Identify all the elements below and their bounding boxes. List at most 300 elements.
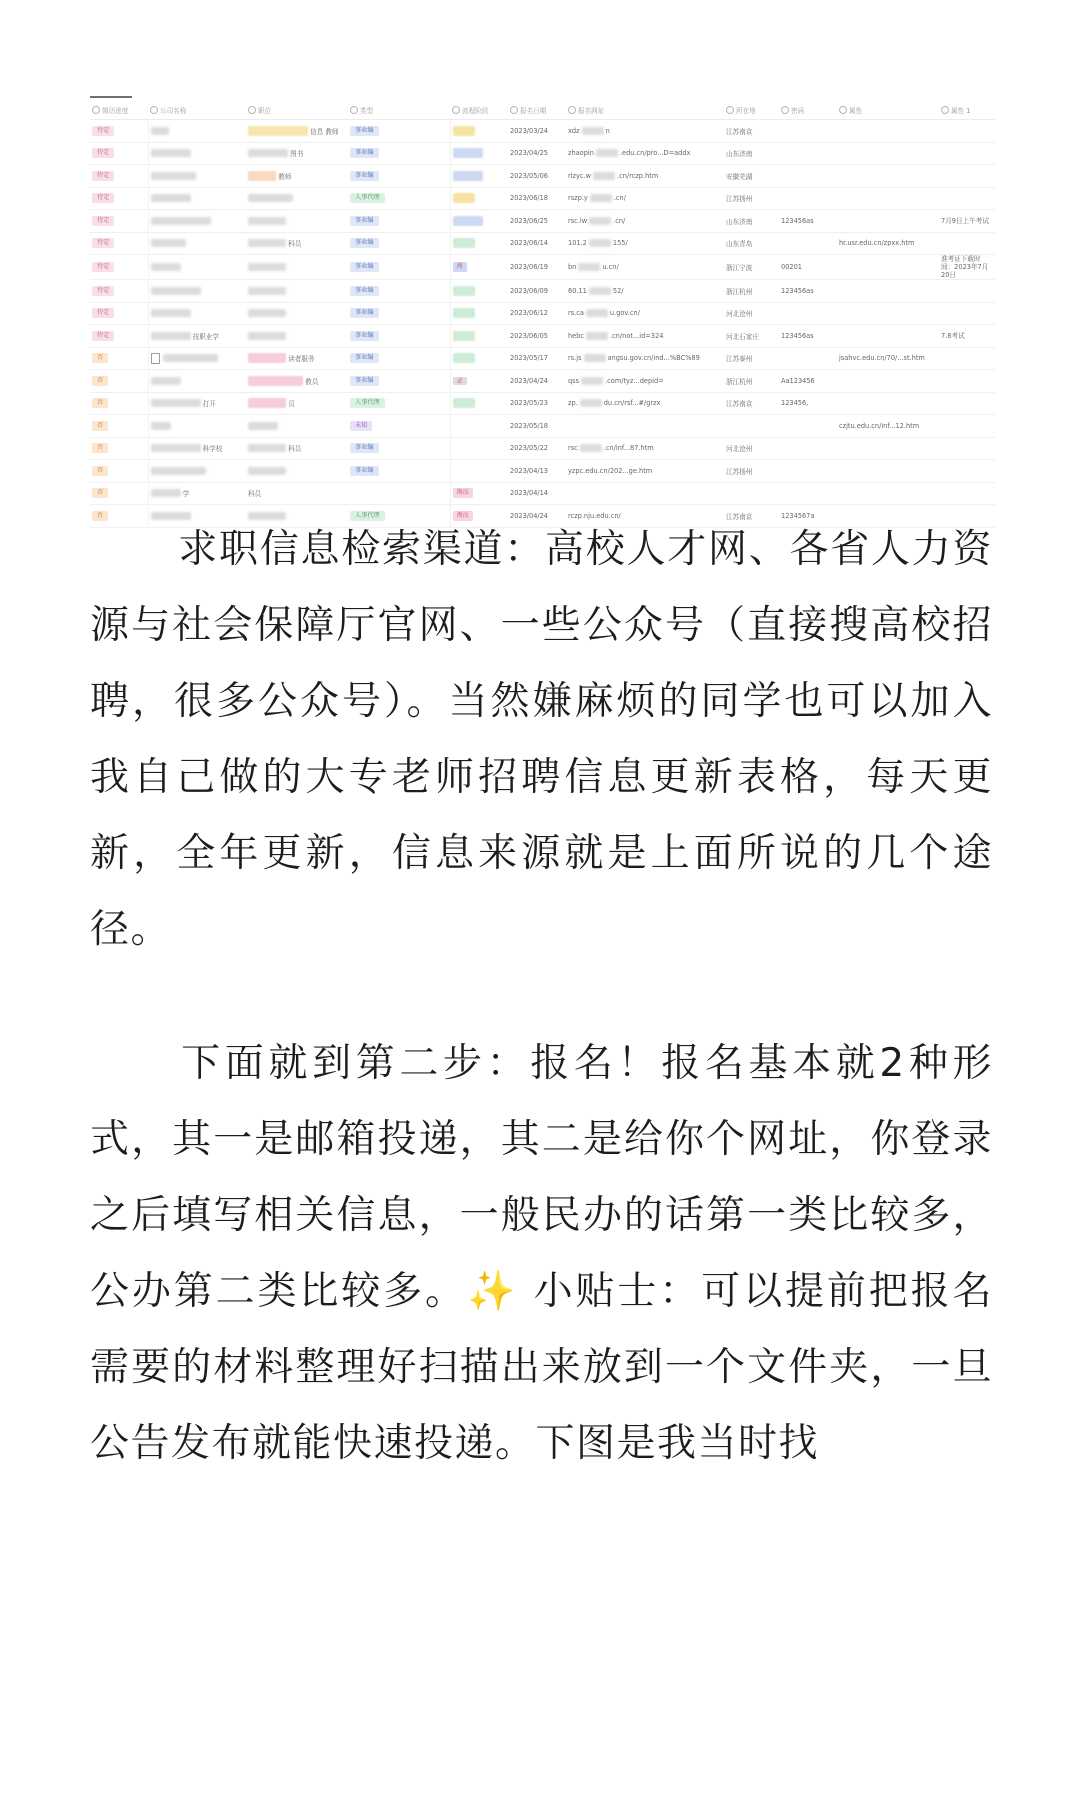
- status-tag: 否: [92, 421, 108, 431]
- cell-status: [90, 370, 148, 393]
- blurred-position: [248, 149, 288, 157]
- cell-date: 2023/05/22: [508, 437, 566, 460]
- cell-company: [148, 302, 246, 325]
- blurred-stage: [453, 238, 475, 248]
- blurred-position: [248, 171, 276, 181]
- job-tracker-table-screenshot: [90, 100, 995, 530]
- column-header[interactable]: [939, 100, 995, 120]
- cell-password: [779, 165, 837, 188]
- url-part: hebc: [568, 331, 585, 340]
- cell-position: [246, 165, 348, 188]
- cell-attr-1: [939, 437, 995, 460]
- table-row[interactable]: [90, 302, 995, 325]
- table-row[interactable]: [90, 482, 995, 505]
- cell-attr-1: 准考证下载时间：2023年7月20日: [939, 255, 995, 280]
- cell-position: [246, 187, 348, 210]
- cell-company: [148, 392, 246, 415]
- column-header[interactable]: [508, 100, 566, 120]
- blurred-company: [151, 444, 201, 452]
- cell-type: [348, 370, 450, 393]
- blurred-company: [151, 217, 211, 225]
- cell-date: 2023/05/17: [508, 347, 566, 370]
- cell-type: [348, 142, 450, 165]
- cell-attr-1: 7.8考试: [939, 325, 995, 348]
- cell-date: 2023/06/19: [508, 255, 566, 280]
- blurred-company: [151, 263, 181, 271]
- blurred-url-part: [582, 127, 604, 135]
- cell-attr-1: [939, 302, 995, 325]
- column-header[interactable]: [566, 100, 724, 120]
- status-tag: 待定: [92, 308, 114, 318]
- cell-location: 河北沧州: [724, 437, 779, 460]
- url-part: n: [605, 126, 610, 135]
- url-part: 155/: [612, 239, 628, 248]
- cell-status: [90, 120, 148, 143]
- cell-status: [90, 187, 148, 210]
- type-tag: 事业编: [350, 148, 379, 158]
- type-tag: 事业编: [350, 466, 379, 476]
- cell-password: [779, 120, 837, 143]
- status-tag: 待定: [92, 216, 114, 226]
- status-tag: 否: [92, 488, 108, 498]
- status-tag: 待定: [92, 286, 114, 296]
- blurred-stage: [453, 398, 475, 408]
- cell-date: 2023/06/05: [508, 325, 566, 348]
- cell-location: 江苏扬州: [724, 187, 779, 210]
- column-type-icon: [726, 106, 734, 114]
- blurred-url-part: [581, 377, 603, 385]
- blurred-url-part: [580, 399, 602, 407]
- job-tracker-table: [90, 100, 995, 528]
- type-tag: 事业编: [350, 262, 379, 272]
- column-header-label: 简历进度: [102, 106, 129, 115]
- cell-url: [566, 370, 724, 393]
- cell-status: [90, 142, 148, 165]
- blurred-url-part: [586, 332, 608, 340]
- cell-attr-1: [939, 142, 995, 165]
- url-part: .cn/: [613, 194, 626, 203]
- cell-password: [779, 142, 837, 165]
- url-part: .com/tyz...depid=: [605, 376, 664, 385]
- paragraph-search-channels: [90, 512, 993, 968]
- blurred-stage: [453, 216, 483, 226]
- cell-stage: [450, 187, 508, 210]
- cell-password: 123456as: [779, 325, 837, 348]
- url-part: zp.: [568, 399, 578, 408]
- blurred-position: [248, 263, 286, 271]
- table-row[interactable]: [90, 415, 995, 438]
- blurred-stage: 淘汰: [453, 511, 473, 521]
- cell-company: [148, 232, 246, 255]
- url-part: rs.js: [568, 354, 582, 363]
- cell-date: 2023/04/14: [508, 482, 566, 505]
- cell-stage: [450, 280, 508, 303]
- cell-company: [148, 187, 246, 210]
- cell-attr-1: [939, 392, 995, 415]
- cell-url: [566, 325, 724, 348]
- cell-type: [348, 347, 450, 370]
- blurred-company: [151, 332, 191, 340]
- cell-stage: [450, 142, 508, 165]
- column-header[interactable]: [246, 100, 348, 120]
- cell-date: 2023/05/06: [508, 165, 566, 188]
- blurred-company: [151, 309, 191, 317]
- cell-company: [148, 165, 246, 188]
- cell-location: 山东济南: [724, 210, 779, 233]
- type-tag: 事业编: [350, 216, 379, 226]
- cell-company: [148, 120, 246, 143]
- type-tag: 事业编: [350, 286, 379, 296]
- cell-location: 河北石家庄: [724, 325, 779, 348]
- cell-type: [348, 482, 450, 505]
- column-header-label: 公司名称: [160, 106, 187, 115]
- cell-attr-1: 7月9日上午考试: [939, 210, 995, 233]
- cell-company: [148, 437, 246, 460]
- blurred-url-part: [589, 287, 611, 295]
- cell-stage: [450, 120, 508, 143]
- position-snippet: 读者服务: [286, 355, 315, 364]
- url-part: .cn/not...id=324: [610, 331, 664, 340]
- cell-url: [566, 482, 724, 505]
- cell-position: [246, 255, 348, 280]
- table-row[interactable]: [90, 280, 995, 303]
- url-part: bn: [568, 263, 577, 271]
- column-header[interactable]: [450, 100, 508, 120]
- cell-stage: [450, 325, 508, 348]
- url-part: .cn/inf...87.htm: [603, 444, 654, 453]
- cell-stage: [450, 232, 508, 255]
- column-type-icon: [941, 106, 949, 114]
- paragraph-registration: [90, 1026, 993, 1482]
- cell-attr: [837, 392, 939, 415]
- blurred-position: [248, 332, 286, 340]
- cell-attr-1: [939, 187, 995, 210]
- type-tag: 人事代理: [350, 511, 385, 521]
- cell-type: [348, 165, 450, 188]
- blurred-url-part: [586, 309, 608, 317]
- table-row[interactable]: [90, 165, 995, 188]
- column-type-icon: [452, 106, 460, 114]
- cell-location: 浙江杭州: [724, 370, 779, 393]
- blurred-company: [151, 172, 196, 180]
- cell-attr-1: [939, 347, 995, 370]
- table-row[interactable]: [90, 210, 995, 233]
- status-tag: 待定: [92, 148, 114, 158]
- url-part: rs.ca: [568, 309, 584, 318]
- cell-stage: [450, 210, 508, 233]
- cell-company: [148, 325, 246, 348]
- cell-location: 安徽芜湖: [724, 165, 779, 188]
- cell-status: [90, 280, 148, 303]
- blurred-stage: [453, 331, 475, 341]
- position-snippet: 科员: [286, 445, 302, 454]
- cell-attr-1: [939, 165, 995, 188]
- blurred-company: [151, 194, 191, 202]
- cell-url: [566, 280, 724, 303]
- column-header[interactable]: [90, 100, 148, 120]
- cell-position: [246, 210, 348, 233]
- cell-url: [566, 347, 724, 370]
- blurred-company: [151, 422, 171, 430]
- cell-url: [566, 302, 724, 325]
- cell-password: Aa123456: [779, 370, 837, 393]
- cell-attr: [837, 370, 939, 393]
- type-tag: 事业编: [350, 353, 379, 363]
- cell-attr: [837, 210, 939, 233]
- blurred-company: [151, 467, 206, 475]
- blurred-position: [248, 353, 286, 363]
- blurred-company: [163, 354, 218, 362]
- blurred-position: [248, 287, 286, 295]
- cell-location: 江苏南京: [724, 120, 779, 143]
- cell-position: [246, 415, 348, 438]
- cell-attr-1: [939, 460, 995, 483]
- cell-position: [246, 392, 348, 415]
- url-part: du.cn/rsf...#/grzx: [603, 399, 661, 408]
- column-header-label: 流程阶段: [462, 106, 489, 115]
- blurred-stage: 录: [453, 377, 467, 385]
- table-row[interactable]: [90, 370, 995, 393]
- status-tag: 否: [92, 376, 108, 386]
- url-part: .cn/rczp.htm: [617, 171, 659, 180]
- type-tag: 事业编: [350, 443, 379, 453]
- url-part: .edu.cn/pro...D=addx: [619, 149, 691, 158]
- column-type-icon: [568, 106, 576, 114]
- table-row[interactable]: [90, 392, 995, 415]
- cell-attr: [837, 460, 939, 483]
- cell-location: 浙江宁波: [724, 255, 779, 280]
- blurred-stage: [453, 171, 483, 181]
- cell-position: [246, 437, 348, 460]
- cell-date: 2023/05/18: [508, 415, 566, 438]
- cell-attr-1: [939, 232, 995, 255]
- url-part: rsc: [568, 444, 578, 453]
- cell-location: 浙江杭州: [724, 280, 779, 303]
- cell-status: [90, 165, 148, 188]
- cell-status: [90, 415, 148, 438]
- column-header-label: 属性: [849, 106, 863, 115]
- status-tag: 待定: [92, 171, 114, 181]
- company-snippet: 打开: [200, 400, 216, 409]
- type-tag: 事业编: [350, 238, 379, 248]
- type-tag: 事业编: [350, 331, 379, 341]
- cell-date: 2023/03/24: [508, 120, 566, 143]
- cell-company: [148, 415, 246, 438]
- cell-company: [148, 210, 246, 233]
- cell-location: 江苏泰州: [724, 347, 779, 370]
- top-divider: [90, 96, 132, 98]
- cell-company: [148, 460, 246, 483]
- cell-attr-1: [939, 482, 995, 505]
- cell-date: 2023/06/12: [508, 302, 566, 325]
- cell-location: [724, 415, 779, 438]
- blurred-url-part: [596, 149, 618, 157]
- cell-date: 2023/06/18: [508, 187, 566, 210]
- cell-password: 123456,: [779, 392, 837, 415]
- cell-stage: [450, 437, 508, 460]
- cell-type: [348, 187, 450, 210]
- status-tag: 待定: [92, 238, 114, 248]
- cell-position: [246, 460, 348, 483]
- cell-location: 山东济南: [724, 142, 779, 165]
- blurred-url-part: [593, 172, 615, 180]
- type-tag: 事业编: [350, 171, 379, 181]
- cell-password: [779, 415, 837, 438]
- cell-attr: czjtu.edu.cn/inf...12.htm: [837, 415, 939, 438]
- type-tag: 人事代理: [350, 193, 385, 203]
- blurred-company: [151, 377, 181, 385]
- table-body: [90, 120, 995, 528]
- cell-attr: [837, 325, 939, 348]
- cell-url: [566, 415, 724, 438]
- column-header[interactable]: [724, 100, 779, 120]
- blurred-stage: [453, 193, 475, 203]
- table-row[interactable]: [90, 232, 995, 255]
- cell-type: [348, 120, 450, 143]
- url-part: qss: [568, 376, 580, 385]
- cell-company: [148, 347, 246, 370]
- blurred-position: [248, 398, 286, 408]
- column-header[interactable]: [779, 100, 837, 120]
- cell-type: [348, 437, 450, 460]
- cell-attr: [837, 255, 939, 280]
- blurred-company: [151, 489, 181, 497]
- cell-position: [246, 232, 348, 255]
- cell-stage: [450, 370, 508, 393]
- column-header[interactable]: [348, 100, 450, 120]
- position-snippet: 教员: [303, 377, 319, 386]
- cell-attr-1: [939, 280, 995, 303]
- blurred-company: [151, 239, 186, 247]
- cell-attr: [837, 437, 939, 460]
- cell-attr: [837, 482, 939, 505]
- type-tag: 未知: [350, 421, 372, 431]
- cell-url: [566, 255, 724, 280]
- cell-status: [90, 482, 148, 505]
- table-row[interactable]: [90, 142, 995, 165]
- cell-password: [779, 460, 837, 483]
- cell-type: [348, 392, 450, 415]
- table-row[interactable]: [90, 325, 995, 348]
- cell-url: [566, 142, 724, 165]
- cell-position: [246, 280, 348, 303]
- cell-url: [566, 210, 724, 233]
- url-part: rsc.lw: [568, 216, 588, 225]
- cell-password: [779, 347, 837, 370]
- cell-password: 00201: [779, 255, 837, 280]
- column-header-label: 密码: [791, 106, 805, 115]
- cell-date: 2023/04/24: [508, 505, 566, 528]
- column-type-icon: [150, 106, 158, 114]
- cell-stage: [450, 255, 508, 280]
- blurred-position: [248, 239, 286, 247]
- cell-status: [90, 392, 148, 415]
- blurred-position: [248, 309, 286, 317]
- cell-stage: [450, 165, 508, 188]
- cell-stage: [450, 347, 508, 370]
- blurred-url-part: [589, 239, 611, 247]
- cell-attr: jsahvc.edu.cn/70/...st.htm: [837, 347, 939, 370]
- cell-stage: [450, 302, 508, 325]
- cell-location: 山东青岛: [724, 232, 779, 255]
- blurred-stage: [453, 126, 475, 136]
- url-part: yzpc.edu.cn/202...ge.htm: [568, 466, 653, 475]
- url-part: xdz: [568, 126, 580, 135]
- cell-password: [779, 187, 837, 210]
- blurred-company: [151, 399, 201, 407]
- blurred-position: [248, 126, 308, 136]
- table-row[interactable]: [90, 460, 995, 483]
- status-tag: 待定: [92, 126, 114, 136]
- url-part: u.cn/: [602, 263, 619, 271]
- table-row[interactable]: [90, 120, 995, 143]
- url-part: 60.11: [568, 286, 587, 295]
- paragraph-1-text: 求职信息检索渠道：高校人才网、各省人力资源与社会保障厅官网、一些公众号（直接搜高校招聘，很多公众号）。当然嫌麻烦的同学也可以加入我自己做的大专老师招聘信息更新表格，每天更新，全年更新，信息来源就是上面所说的几个途径。: [90, 527, 993, 952]
- cell-url: [566, 187, 724, 210]
- table-row[interactable]: [90, 347, 995, 370]
- column-header[interactable]: [837, 100, 939, 120]
- blurred-position: [248, 467, 286, 475]
- blurred-stage: 淘: [453, 262, 467, 272]
- cell-company: [148, 370, 246, 393]
- cell-date: 2023/05/23: [508, 392, 566, 415]
- cell-stage: [450, 482, 508, 505]
- column-type-icon: [350, 106, 358, 114]
- blurred-stage: [453, 148, 483, 158]
- cell-status: [90, 255, 148, 280]
- cell-location: 江苏扬州: [724, 460, 779, 483]
- company-snippet: 学: [180, 490, 190, 499]
- cell-date: 2023/06/25: [508, 210, 566, 233]
- cell-attr: [837, 187, 939, 210]
- column-header-label: 所在地: [736, 106, 756, 115]
- column-header[interactable]: [148, 100, 246, 120]
- cell-url: [566, 165, 724, 188]
- cell-status: [90, 232, 148, 255]
- table-row[interactable]: [90, 255, 995, 280]
- column-header-label: 属性 1: [951, 106, 971, 115]
- cell-location: 河北沧州: [724, 302, 779, 325]
- table-row[interactable]: [90, 187, 995, 210]
- type-tag: 事业编: [350, 126, 379, 136]
- url-part: zhaopin: [568, 149, 594, 158]
- position-snippet: 科员: [248, 490, 262, 499]
- status-tag: 待定: [92, 331, 114, 341]
- type-tag: 事业编: [350, 376, 379, 386]
- type-tag: 事业编: [350, 308, 379, 318]
- cell-status: [90, 302, 148, 325]
- cell-attr-1: [939, 415, 995, 438]
- position-snippet: 科员: [286, 240, 302, 249]
- cell-position: [246, 325, 348, 348]
- cell-position: [246, 370, 348, 393]
- blurred-stage: [453, 286, 475, 296]
- blurred-position: [248, 194, 293, 202]
- status-tag: 否: [92, 511, 108, 521]
- url-part: rlzyc.w: [568, 171, 592, 180]
- blurred-company: [151, 127, 169, 135]
- cell-status: [90, 460, 148, 483]
- blurred-position: [248, 217, 286, 225]
- table-header-row: [90, 100, 995, 120]
- column-type-icon: [92, 106, 100, 114]
- column-type-icon: [510, 106, 518, 114]
- position-snippet: 图书: [288, 150, 304, 159]
- cell-stage: [450, 460, 508, 483]
- status-tag: 否: [92, 398, 108, 408]
- url-part: u.gov.cn/: [609, 309, 640, 318]
- table-row[interactable]: [90, 437, 995, 460]
